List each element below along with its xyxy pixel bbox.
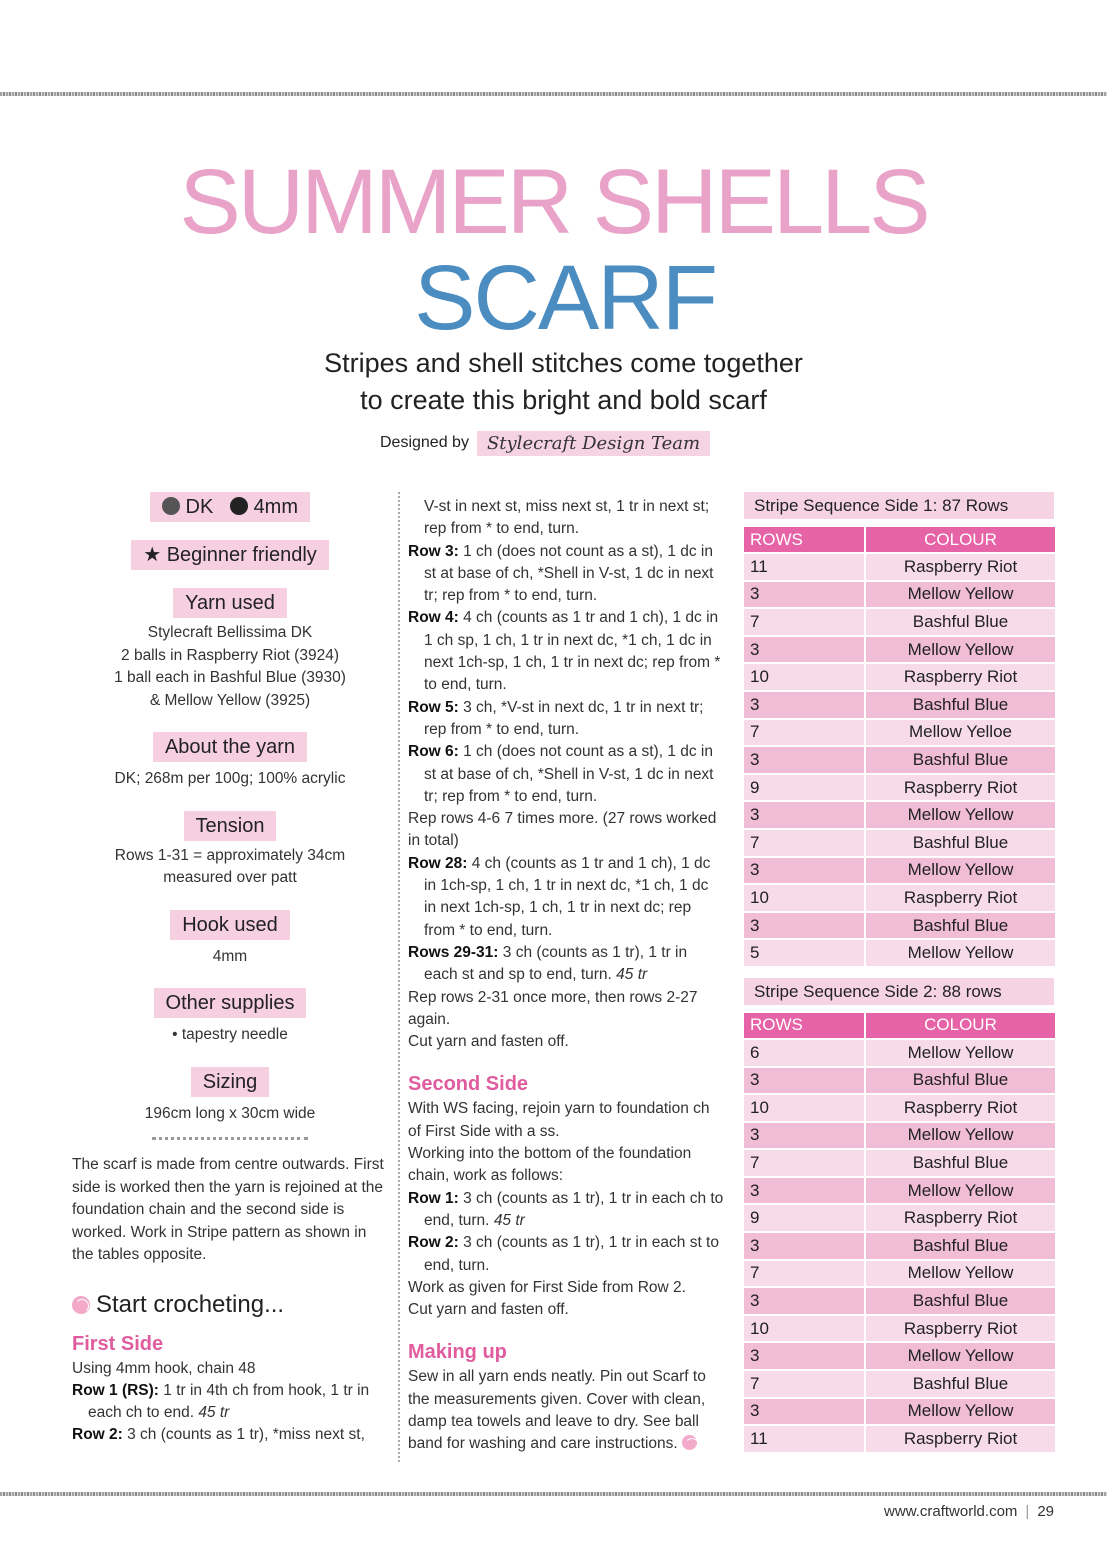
footer-separator: | <box>1025 1503 1030 1520</box>
rows-cell: 6 <box>744 1040 866 1066</box>
table-row <box>744 664 1055 690</box>
yarn-line: & Mellow Yellow (3925) <box>149 691 311 709</box>
table-row <box>744 1040 1055 1066</box>
rows-cell: 3 <box>744 1178 866 1204</box>
row-6 <box>408 741 724 808</box>
table-row <box>744 802 1055 828</box>
stripe-table-side-2 <box>744 1011 1055 1454</box>
table-row <box>744 692 1055 718</box>
table-row <box>744 1205 1055 1231</box>
tension-line: Rows 1-31 = approximately 34cm <box>114 846 346 864</box>
rows-cell: 10 <box>744 1095 866 1121</box>
table-row <box>744 609 1055 635</box>
table-row <box>744 1178 1055 1204</box>
rows-cell: 10 <box>744 664 866 690</box>
website: www.craftworld.com <box>884 1503 1018 1520</box>
row-label: Row 2: <box>408 1234 459 1252</box>
row-label: Row 2: <box>72 1426 123 1444</box>
sizing-text: 196cm long x 30cm wide <box>144 1104 316 1122</box>
row-text: 3 ch (counts as 1 tr), 1 tr in each st to end, turn. <box>424 1234 719 1274</box>
subtitle <box>0 345 1107 419</box>
row-text: 4 ch (counts as 1 tr and 1 ch), 1 dc in 1ch-sp, 1 ch, 1 tr in next dc, *1 ch, 1 dc in next 1ch-sp, 1 ch, 1 tr in next dc; rep from * to end, turn. <box>424 854 711 939</box>
colour-cell: Mellow Yellow <box>866 940 1055 966</box>
byline-prefix: Designed by <box>380 434 469 451</box>
rows-cell: 3 <box>744 692 866 718</box>
rows-cell: 3 <box>744 913 866 939</box>
colour-cell: Bashful Blue <box>866 692 1055 718</box>
colour-cell: Raspberry Riot <box>866 1095 1055 1121</box>
table-row <box>744 1123 1055 1149</box>
about-yarn-text: DK; 268m per 100g; 100% acrylic <box>114 770 346 787</box>
info-column <box>72 490 388 1447</box>
table-1-title: Stripe Sequence Side 1: 87 Rows <box>744 492 1054 519</box>
colour-cell: Raspberry Riot <box>866 664 1055 690</box>
colour-cell: Raspberry Riot <box>866 775 1055 801</box>
second-side-row-2 <box>408 1232 724 1277</box>
making-up-text <box>408 1366 724 1455</box>
second-side-work: Work as given for First Side from Row 2. <box>408 1278 686 1296</box>
table-row <box>744 582 1055 608</box>
colour-cell: Mellow Yellow <box>866 1040 1055 1066</box>
rows-cell: 3 <box>744 1288 866 1314</box>
first-side-row-2 <box>72 1424 388 1446</box>
colour-cell: Mellow Yellow <box>866 582 1055 608</box>
page-number: 29 <box>1037 1503 1054 1520</box>
stitch-count: 45 tr <box>198 1404 230 1422</box>
row-label: Row 1: <box>408 1189 459 1207</box>
colour-cell: Mellow Yellow <box>866 1343 1055 1369</box>
rows-cell: 10 <box>744 1316 866 1342</box>
col-header-rows: ROWS <box>744 527 866 552</box>
table-row <box>744 1371 1055 1397</box>
rows-cell: 7 <box>744 720 866 746</box>
table-row <box>744 775 1055 801</box>
row-text: 3 ch (counts as 1 tr), 1 tr in each ch to end, turn. <box>424 1189 724 1229</box>
rows-cell: 3 <box>744 1233 866 1259</box>
row-label: Row 1 (RS): <box>72 1381 159 1399</box>
stripe-tables <box>744 492 1055 1454</box>
hook-used-text: 4mm <box>212 947 248 965</box>
table-row <box>744 720 1055 746</box>
title-line-1: SUMMER SHELLS <box>179 151 928 253</box>
rows-cell: 3 <box>744 637 866 663</box>
stripe-table-side-1 <box>744 525 1055 968</box>
rows-cell: 11 <box>744 554 866 580</box>
colour-cell: Mellow Yellow <box>866 1261 1055 1287</box>
table-row <box>744 1150 1055 1176</box>
colour-cell: Mellow Yellow <box>866 858 1055 884</box>
stitch-count: 45 tr <box>616 966 648 984</box>
row-label: Row 28: <box>408 854 468 872</box>
colour-cell: Raspberry Riot <box>866 554 1055 580</box>
pattern-column <box>408 496 724 1456</box>
repeat-instruction-2: Rep rows 2-31 once more, then rows 2-27 again. <box>408 988 698 1028</box>
colour-cell: Bashful Blue <box>866 1371 1055 1397</box>
row-label: Row 6: <box>408 743 459 761</box>
bottom-divider <box>0 1492 1107 1496</box>
table-row <box>744 1316 1055 1342</box>
start-heading <box>72 1291 388 1319</box>
other-supplies-text: • tapestry needle <box>172 1026 288 1043</box>
designer-name: Stylecraft Design Team <box>477 431 710 456</box>
hook-used-heading: Hook used <box>170 910 290 940</box>
rows-29-31 <box>408 942 724 987</box>
rows-cell: 10 <box>744 885 866 911</box>
yarn-used-list <box>72 622 388 712</box>
rows-cell: 3 <box>744 1123 866 1149</box>
table-row <box>744 1399 1055 1425</box>
rows-cell: 3 <box>744 802 866 828</box>
second-side-p2: Working into the bottom of the foundation chain, work as follows: <box>408 1145 692 1185</box>
yarn-ball-icon <box>72 1296 90 1314</box>
hook-size: 4mm <box>253 496 299 518</box>
table-row <box>744 747 1055 773</box>
fasten-off-1: Cut yarn and fasten off. <box>408 1033 569 1051</box>
subtitle-line-2: to create this bright and bold scarf <box>360 385 767 415</box>
first-side-heading: First Side <box>72 1332 164 1355</box>
table-row <box>744 940 1055 966</box>
colour-cell: Bashful Blue <box>866 1288 1055 1314</box>
table-row <box>744 1095 1055 1121</box>
second-side-heading: Second Side <box>408 1073 529 1096</box>
other-supplies-heading: Other supplies <box>154 988 307 1018</box>
colour-cell: Raspberry Riot <box>866 885 1055 911</box>
table-row <box>744 858 1055 884</box>
level-badge <box>131 540 329 570</box>
yarn-ball-icon <box>162 497 180 515</box>
row-label: Row 3: <box>408 542 459 560</box>
colour-cell: Mellow Yelloe <box>866 720 1055 746</box>
level-label: Beginner friendly <box>166 544 317 566</box>
row-28 <box>408 853 724 942</box>
colour-cell: Raspberry Riot <box>866 1316 1055 1342</box>
colour-cell: Bashful Blue <box>866 913 1055 939</box>
table-row <box>744 1233 1055 1259</box>
rows-cell: 3 <box>744 582 866 608</box>
row-text: 1 tr in 4th ch from hook, 1 tr in each ch to end. <box>88 1381 370 1422</box>
dotted-divider <box>152 1137 308 1140</box>
table-row <box>744 830 1055 856</box>
rows-cell: 5 <box>744 940 866 966</box>
subtitle-line-1: Stripes and shell stitches come together <box>324 348 803 378</box>
row-label: Row 5: <box>408 698 459 716</box>
tension-text <box>72 845 388 890</box>
col-header-colour: COLOUR <box>866 1013 1055 1038</box>
row-5 <box>408 697 724 742</box>
table-row <box>744 913 1055 939</box>
specs-badge <box>150 492 310 522</box>
yarn-ball-icon <box>682 1435 697 1450</box>
table-row <box>744 1343 1055 1369</box>
sizing-heading: Sizing <box>191 1067 269 1097</box>
colour-cell: Bashful Blue <box>866 830 1055 856</box>
table-row <box>744 1068 1055 1094</box>
tension-heading: Tension <box>184 811 277 841</box>
fasten-off-2: Cut yarn and fasten off. <box>408 1301 569 1319</box>
footer <box>884 1503 1054 1520</box>
colour-cell: Mellow Yellow <box>866 637 1055 663</box>
colour-cell: Mellow Yellow <box>866 802 1055 828</box>
second-side-p1: With WS facing, rejoin yarn to foundation ch of First Side with a ss. <box>408 1100 710 1140</box>
rows-cell: 7 <box>744 1371 866 1397</box>
yarn-used-heading: Yarn used <box>173 588 287 618</box>
rows-cell: 3 <box>744 747 866 773</box>
title-line-2: SCARF <box>414 247 716 349</box>
row-4 <box>408 607 724 696</box>
rows-cell: 7 <box>744 830 866 856</box>
table-row <box>744 885 1055 911</box>
yarn-line: Stylecraft Bellissima DK <box>147 624 313 641</box>
byline <box>380 430 710 456</box>
rows-cell: 3 <box>744 1068 866 1094</box>
row-text: 1 ch (does not count as a st), 1 dc in st at base of ch, *Shell in V-st, 1 dc in next tr; rep from * to end, turn. <box>424 542 714 605</box>
rows-cell: 7 <box>744 609 866 635</box>
rows-cell: 3 <box>744 1399 866 1425</box>
rows-cell: 7 <box>744 1150 866 1176</box>
table-row <box>744 1426 1055 1452</box>
rows-cell: 11 <box>744 1426 866 1452</box>
colour-cell: Bashful Blue <box>866 1150 1055 1176</box>
table-row <box>744 637 1055 663</box>
colour-cell: Mellow Yellow <box>866 1399 1055 1425</box>
table-row <box>744 1288 1055 1314</box>
colour-cell: Bashful Blue <box>866 609 1055 635</box>
row-text: 3 ch (counts as 1 tr), *miss next st, <box>127 1426 365 1444</box>
col-header-colour: COLOUR <box>866 527 1055 552</box>
hook-icon <box>230 497 248 515</box>
column-divider <box>398 492 400 1462</box>
tension-line: measured over patt <box>163 869 297 886</box>
row-text: 4 ch (counts as 1 tr and 1 ch), 1 dc in 1 ch sp, 1 ch, 1 tr in next dc, *1 ch, 1 dc in next 1ch-sp, 1 ch, 1 tr in next dc; rep from * to end, turn. <box>424 609 721 694</box>
row-text: 3 ch (counts as 1 tr), 1 tr in each st and sp to end, turn. <box>424 943 688 984</box>
rows-cell: 3 <box>744 858 866 884</box>
row-text: 1 ch (does not count as a st), 1 dc in st at base of ch, *Shell in V-st, 1 dc in next tr; rep from * to end, turn. <box>424 743 714 805</box>
row-label: Row 4: <box>408 609 459 627</box>
star-icon: ★ <box>143 544 162 566</box>
yarn-line: 1 ball each in Bashful Blue (3930) <box>114 669 346 686</box>
start-heading-label: Start crocheting... <box>96 1290 285 1318</box>
first-side-lead: Using 4mm hook, chain 48 <box>72 1359 256 1377</box>
making-up-body: Sew in all yarn ends neatly. Pin out Scarf to the measurements given. Cover with clean, damp tea towels and leave to dry. See ball band for washing and care instructions. <box>408 1368 706 1453</box>
stitch-count: 45 tr <box>493 1211 525 1229</box>
table-row <box>744 554 1055 580</box>
table-2-title: Stripe Sequence Side 2: 88 rows <box>744 978 1054 1005</box>
colour-cell: Mellow Yellow <box>866 1178 1055 1204</box>
colour-cell: Bashful Blue <box>866 747 1055 773</box>
colour-cell: Mellow Yellow <box>866 1123 1055 1149</box>
colour-cell: Raspberry Riot <box>866 1426 1055 1452</box>
intro-text: The scarf is made from centre outwards. First side is worked then the yarn is rejoined at the foundation chain and the second side is worked. Work in Stripe pattern as shown in the tables opposite. <box>72 1156 384 1263</box>
first-side-row-1 <box>72 1380 388 1425</box>
second-side-row-1 <box>408 1188 724 1233</box>
repeat-instruction-1: Rep rows 4-6 7 times more. (27 rows worked in total) <box>408 810 717 850</box>
rows-cell: 3 <box>744 1343 866 1369</box>
rows-cell: 9 <box>744 775 866 801</box>
making-up-heading: Making up <box>408 1341 507 1364</box>
row-text: 3 ch, *V-st in next dc, 1 tr in next tr; rep from * to end, turn. <box>424 698 704 738</box>
row-3 <box>408 541 724 608</box>
row-2-continued: V-st in next st, miss next st, 1 tr in next st; rep from * to end, turn. <box>424 498 710 538</box>
col-header-rows: ROWS <box>744 1013 866 1038</box>
colour-cell: Bashful Blue <box>866 1068 1055 1094</box>
yarn-weight: DK <box>185 496 214 518</box>
top-divider <box>0 92 1107 96</box>
colour-cell: Raspberry Riot <box>866 1205 1055 1231</box>
rows-cell: 9 <box>744 1205 866 1231</box>
colour-cell: Bashful Blue <box>866 1233 1055 1259</box>
rows-cell: 7 <box>744 1261 866 1287</box>
row-label: Rows 29-31: <box>408 943 499 961</box>
about-yarn-heading: About the yarn <box>153 732 307 762</box>
yarn-line: 2 balls in Raspberry Riot (3924) <box>121 646 339 664</box>
table-row <box>744 1261 1055 1287</box>
